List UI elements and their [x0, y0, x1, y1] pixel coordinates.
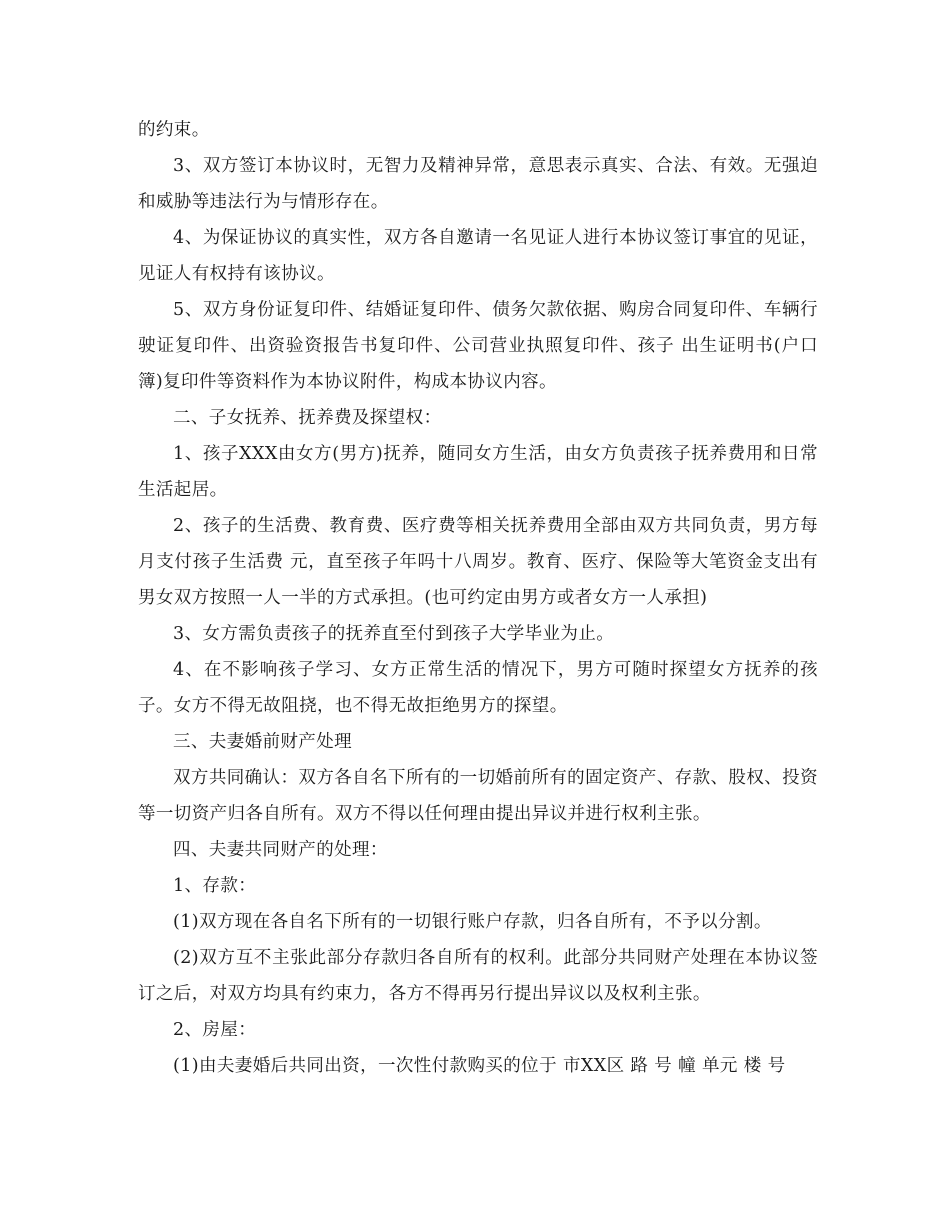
section-heading-joint-property: 四、夫妻共同财产的处理：	[173, 840, 388, 860]
document-page	[138, 112, 818, 1084]
paragraph-continuation: 的约束。	[138, 120, 210, 140]
paragraph-deposits-1: (1)双方现在各自名下所有的一切银行账户存款，归各自所有，不予以分割。	[173, 912, 772, 932]
paragraph-clause-4: 4、为保证协议的真实性，双方各自邀请一名见证人进行本协议签订事宜的见证，见证人有权持有该协议。	[138, 228, 818, 284]
paragraph-housing-1: (1)由夫妻婚后共同出资，一次性付款购买的位于 市XX区 路 号 幢 单元 楼 号	[173, 1056, 786, 1076]
paragraph-custody-2: 2、孩子的生活费、教育费、医疗费等相关抚养费用全部由双方共同负责，男方每月支付孩子生活费 元，直至孩子年吗十八周岁。教育、医疗、保险等大笔资金支出有男女双方按照一人一半的方式承担。(也可约定由男方或者女方一人承担)	[138, 516, 818, 608]
section-heading-premarital-property: 三、夫妻婚前财产处理	[173, 732, 352, 752]
paragraph-deposits-2: (2)双方互不主张此部分存款归各自所有的权利。此部分共同财产处理在本协议签订之后，对双方均具有约束力，各方不得再另行提出异议以及权利主张。	[138, 948, 818, 1004]
paragraph-custody-4: 4、在不影响孩子学习、女方正常生活的情况下，男方可随时探望女方抚养的孩子。女方不得无故阻挠，也不得无故拒绝男方的探望。	[138, 660, 818, 716]
paragraph-custody-1: 1、孩子XXX由女方(男方)抚养，随同女方生活，由女方负责孩子抚养费用和日常生活起居。	[138, 444, 818, 500]
section-heading-child-custody: 二、子女抚养、抚养费及探望权：	[173, 408, 442, 428]
paragraph-premarital-property: 双方共同确认：双方各自名下所有的一切婚前所有的固定资产、存款、股权、投资等一切资产归各自所有。双方不得以任何理由提出异议并进行权利主张。	[138, 768, 818, 824]
paragraph-clause-5: 5、双方身份证复印件、结婚证复印件、债务欠款依据、购房合同复印件、车辆行驶证复印件、出资验资报告书复印件、公司营业执照复印件、孩子 出生证明书(户口簿)复印件等资料作为本协议附件，构成本协议内容。	[138, 300, 818, 392]
paragraph-custody-3: 3、女方需负责孩子的抚养直至付到孩子大学毕业为止。	[173, 624, 615, 644]
subheading-deposits: 1、存款：	[173, 876, 257, 896]
subheading-housing: 2、房屋：	[173, 1020, 257, 1040]
paragraph-clause-3: 3、双方签订本协议时，无智力及精神异常，意思表示真实、合法、有效。无强迫和威胁等违法行为与情形存在。	[138, 156, 818, 212]
